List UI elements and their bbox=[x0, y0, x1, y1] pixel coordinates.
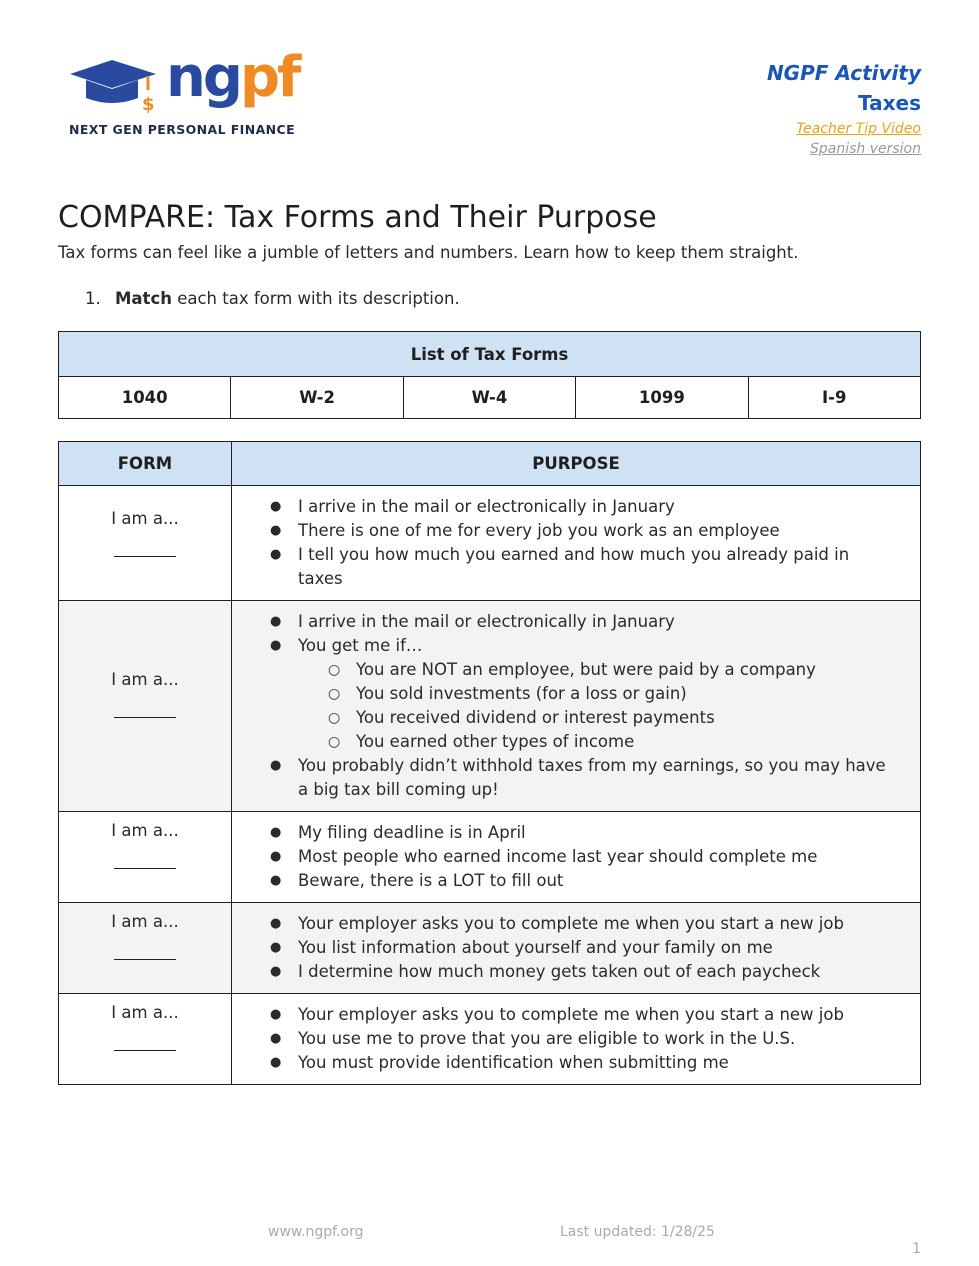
list-item: ● You list information about yourself and your family on me bbox=[298, 936, 899, 960]
activity-header bbox=[767, 59, 921, 159]
answer-blank[interactable] bbox=[114, 1050, 176, 1051]
page-title: COMPARE: Tax Forms and Their Purpose bbox=[58, 200, 657, 235]
form-answer-cell[interactable] bbox=[59, 812, 232, 903]
logo-tagline: NEXT GEN PERSONAL FINANCE bbox=[69, 122, 296, 137]
form-answer-cell[interactable] bbox=[59, 601, 232, 812]
form-option-1099: 1099 bbox=[576, 377, 748, 419]
intro-text: Tax forms can feel like a jumble of letters and numbers. Learn how to keep them straight. bbox=[58, 243, 799, 262]
activity-label: NGPF Activity bbox=[766, 61, 921, 85]
table-row bbox=[59, 486, 921, 601]
question-text: each tax form with its description. bbox=[171, 289, 460, 308]
sub-list-item: ○ You earned other types of income bbox=[356, 730, 899, 754]
tax-forms-list-table bbox=[58, 331, 921, 419]
question-1 bbox=[85, 289, 460, 308]
list-item: ● Most people who earned income last year should complete me bbox=[298, 845, 899, 869]
form-option-w4: W-4 bbox=[403, 377, 575, 419]
answer-blank[interactable] bbox=[114, 868, 176, 869]
answer-blank[interactable] bbox=[114, 556, 176, 557]
spanish-version-link[interactable]: Spanish version bbox=[809, 141, 921, 157]
forms-table-header: List of Tax Forms bbox=[59, 332, 921, 377]
list-item: ● I arrive in the mail or electronically in January bbox=[298, 610, 899, 634]
question-verb: Match bbox=[115, 289, 172, 308]
sub-list-item: ○ You received dividend or interest payments bbox=[356, 706, 899, 730]
list-item: ● There is one of me for every job you work as an employee bbox=[298, 519, 899, 543]
form-column-header: FORM bbox=[59, 442, 232, 486]
list-item bbox=[298, 634, 899, 754]
teacher-tip-video-link[interactable]: Teacher Tip Video bbox=[796, 121, 921, 137]
sub-list-item: ○ You are NOT an employee, but were paid by a company bbox=[356, 658, 899, 682]
table-row bbox=[59, 812, 921, 903]
form-purpose-table bbox=[58, 441, 921, 1085]
table-row bbox=[59, 903, 921, 994]
activity-topic: Taxes bbox=[858, 91, 921, 115]
table-row bbox=[59, 601, 921, 812]
footer-updated: Last updated: 1/28/25 bbox=[560, 1224, 715, 1240]
question-number: 1. bbox=[85, 289, 101, 308]
list-item: ● You must provide identification when submitting me bbox=[298, 1051, 899, 1075]
answer-blank[interactable] bbox=[114, 959, 176, 960]
list-item: ● Your employer asks you to complete me when you start a new job bbox=[298, 912, 899, 936]
list-item: ● I tell you how much you earned and how much you already paid in taxes bbox=[298, 543, 899, 591]
answer-prompt: I am a... bbox=[111, 1003, 179, 1022]
list-item: ● Your employer asks you to complete me when you start a new job bbox=[298, 1003, 899, 1027]
table-row bbox=[59, 994, 921, 1085]
answer-prompt: I am a... bbox=[111, 509, 179, 528]
purpose-column-header: PURPOSE bbox=[232, 442, 921, 486]
sub-list-item: ○ You sold investments (for a loss or gain) bbox=[356, 682, 899, 706]
graduation-cap-icon bbox=[68, 58, 160, 116]
answer-prompt: I am a... bbox=[111, 670, 179, 689]
form-option-1040: 1040 bbox=[59, 377, 231, 419]
list-item: ● My filing deadline is in April bbox=[298, 821, 899, 845]
form-answer-cell[interactable] bbox=[59, 903, 232, 994]
list-item: ● I arrive in the mail or electronically in January bbox=[298, 495, 899, 519]
answer-blank[interactable] bbox=[114, 717, 176, 718]
answer-prompt: I am a... bbox=[111, 912, 179, 931]
list-item: ● You probably didn’t withhold taxes from my earnings, so you may have a big tax bill coming up! bbox=[298, 754, 899, 802]
list-item: ● You use me to prove that you are eligible to work in the U.S. bbox=[298, 1027, 899, 1051]
form-option-i9: I-9 bbox=[748, 377, 920, 419]
ngpf-logo[interactable] bbox=[68, 45, 313, 142]
form-option-w2: W-2 bbox=[231, 377, 403, 419]
form-answer-cell[interactable] bbox=[59, 994, 232, 1085]
list-item: ● I determine how much money gets taken out of each paycheck bbox=[298, 960, 899, 984]
list-item: ● Beware, there is a LOT to fill out bbox=[298, 869, 899, 893]
purpose-cell bbox=[232, 601, 921, 812]
svg-text:$: $ bbox=[142, 94, 155, 115]
purpose-cell bbox=[232, 812, 921, 903]
footer-site: www.ngpf.org bbox=[268, 1224, 364, 1240]
page-number: 1 bbox=[912, 1241, 921, 1257]
form-answer-cell[interactable] bbox=[59, 486, 232, 601]
list-item-text: You get me if… bbox=[298, 636, 423, 655]
purpose-cell bbox=[232, 994, 921, 1085]
answer-prompt: I am a... bbox=[111, 821, 179, 840]
logo-wordmark: ngpf bbox=[166, 45, 299, 110]
purpose-cell bbox=[232, 903, 921, 994]
purpose-cell bbox=[232, 486, 921, 601]
